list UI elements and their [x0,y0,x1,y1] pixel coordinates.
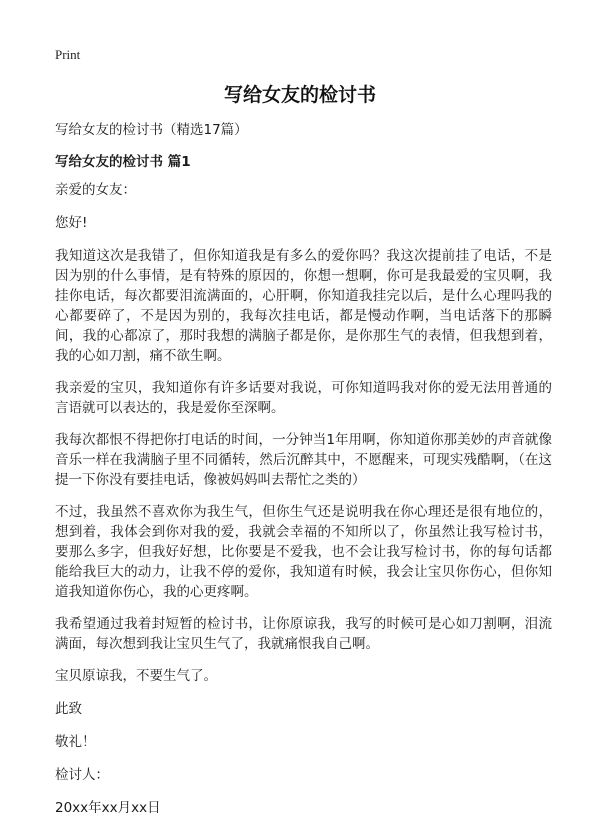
document-title: 写给女友的检讨书 [223,84,376,106]
body-paragraph: 我希望通过我着封短暂的检讨书，让你原谅我，我写的时候可是心如刀割啊，泪流满面，每次想到我让宝贝生气了，我就痛恨我自己啊。 [55,616,552,652]
greeting: 您好! [55,215,88,231]
signature-label: 检讨人： [55,767,109,783]
body-paragraph: 我亲爱的宝贝，我知道你有许多话要对我说，可你知道吗我对你的爱无法用普通的言语就可以表达的，我是爱你至深啊。 [55,380,552,416]
print-link[interactable]: Print [55,47,81,62]
section-heading: 写给女友的检讨书 篇1 [55,154,191,170]
body-paragraph: 宝贝原谅我，不要生气了。 [55,668,217,684]
document-subtitle: 写给女友的检讨书（精选17篇） [55,122,248,138]
date-line: 20xx年xx月xx日 [55,800,161,816]
body-paragraph: 不过，我虽然不喜欢你为我生气，但你生气还是说明我在你心理还是很有地位的，想到着，我体会到你对我的爱，我就会幸福的不知所以了，你虽然让我写检讨书，要那么多字，但我好好想，比你要是不爱我，也不会让我写检讨书，你的每句话都能给我巨大的动力，让我不停的爱你，我知道有时候，我会让宝贝你伤心，但你知道我知道你伤心，我的心更疼啊。 [55,504,552,600]
closing-salute: 敬礼！ [55,734,96,750]
letter-body [55,180,552,831]
closing-phrase: 此致 [55,701,82,717]
body-paragraph: 我知道这次是我错了，但你知道我是有多么的爱你吗？我这次提前挂了电话，不是因为别的什么事情，是有特殊的原因的，你想一想啊，你可是我最爱的宝贝啊，我挂你电话，每次都要泪流满面的，心肝啊，你知道我挂完以后，是什么心理吗我的心都要碎了，不是因为别的，我每次挂电话，都是慢动作啊，当电话落下的那瞬间，我的心都凉了，那时我想的满脑子都是你，是你那生气的表情，但我想到着，我的心如刀割，痛不欲生啊。 [55,248,552,364]
salutation: 亲爱的女友： [55,182,136,198]
body-paragraph: 我每次都恨不得把你打电话的时间，一分钟当1年用啊，你知道你那美妙的声音就像音乐一样在我满脑子里不同循转，然后沉醉其中，不愿醒来，可现实残酷啊，（在这提一下你没有要挂电话，像被妈妈叫去帮忙之类的） [55,432,552,488]
